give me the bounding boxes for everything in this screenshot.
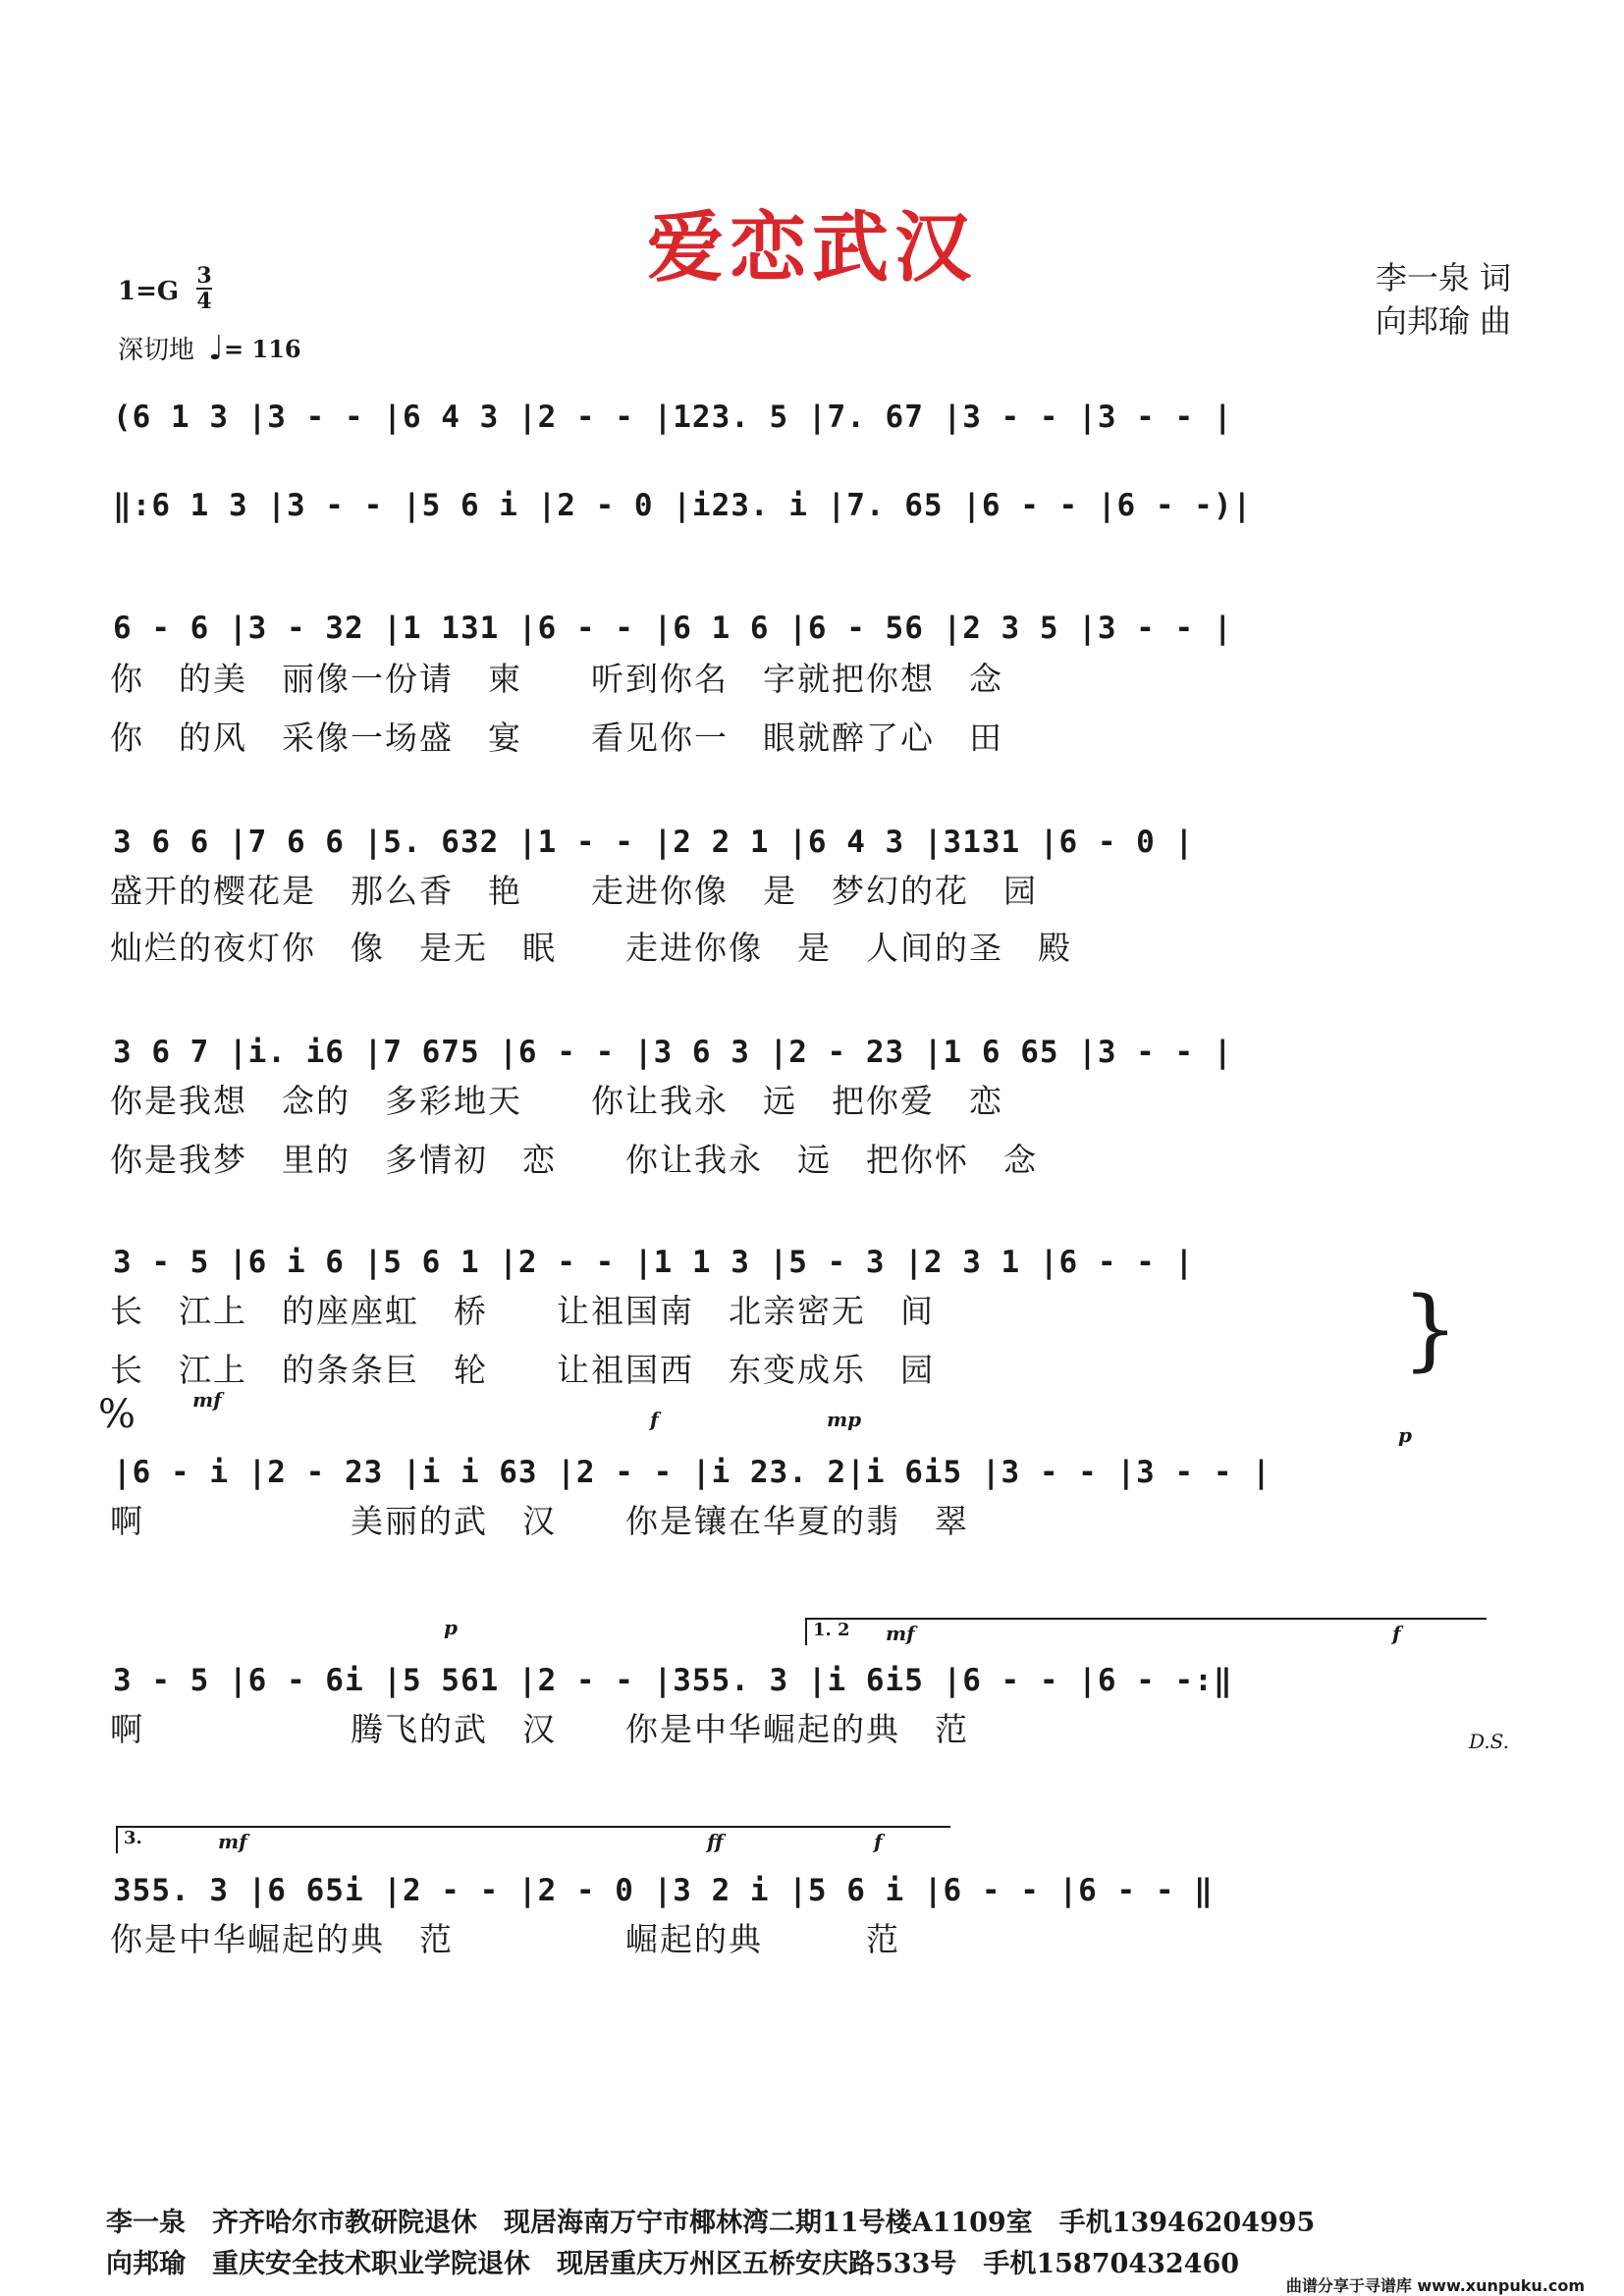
footer-line-lyricist: 李一泉 齐齐哈尔市教研院退休 现居海南万宁市椰林湾二期11号楼A1109室 手机13946204995 [106, 2208, 1316, 2238]
dynamic-f-2: f [1392, 1622, 1401, 1645]
dynamic-f-3: f [874, 1830, 883, 1853]
composer-credit: 向邦瑜 曲 [1375, 302, 1511, 340]
dynamic-mf-1: mf [192, 1388, 222, 1412]
lyric-line-4b: 灿烂的夜灯你 像 是无 眠 走进你像 是 人间的圣 殿 [110, 929, 1072, 967]
volta-label-1-2: 1. 2 [813, 1620, 850, 1640]
lyric-line-3a: 你 的美 丽像一份请 柬 听到你名 字就把你想 念 [110, 660, 1003, 698]
footer-line-composer: 向邦瑜 重庆安全技术职业学院退休 现居重庆万州区五桥安庆路533号 手机15870432460 [106, 2249, 1240, 2279]
lyric-line-9: 你是中华崛起的典 范 崛起的典 范 [110, 1920, 900, 1958]
dynamic-p-2: p [444, 1616, 458, 1639]
expression-mark: 深切地 [118, 336, 195, 365]
site-watermark: 曲谱分享于寻谱库 www.xunpuku.com [1285, 2276, 1585, 2295]
lyric-line-5b: 你是我梦 里的 多情初 恋 你让我永 远 把你怀 念 [110, 1141, 1038, 1179]
dynamic-mf-3: mf [218, 1830, 247, 1853]
quarter-note-icon: ♩ [208, 329, 225, 368]
dynamic-mf-2: mf [886, 1622, 915, 1645]
verse-brace: } [1402, 1278, 1459, 1381]
notation-line-5: 3 6 7 |i. i6 |7 675 |6 - - |3 6 3 |2 - 23 |1 6 65 |3 - - | [113, 1035, 1233, 1070]
time-signature [192, 265, 216, 312]
notation-line-3: 6 - 6 |3 - 32 |1 131 |6 - - |6 1 6 |6 - 56 |2 3 5 |3 - - | [113, 611, 1233, 646]
key-signature: 1=G [118, 277, 180, 306]
lyric-line-6a: 长 江上 的座座虹 桥 让祖国南 北亲密无 间 [110, 1292, 935, 1330]
lyric-line-3b: 你 的风 采像一场盛 宴 看见你一 眼就醉了心 田 [110, 719, 1003, 757]
time-signature-bottom: 4 [196, 289, 212, 314]
dynamic-mp: mp [827, 1408, 862, 1431]
dynamic-p-1: p [1398, 1423, 1412, 1447]
lyric-line-8: 啊 腾飞的武 汉 你是中华崛起的典 范 [110, 1710, 969, 1748]
segno-sign: % [98, 1392, 136, 1437]
notation-line-1: (6 1 3 |3 - - |6 4 3 |2 - - |123. 5 |7. 67 |3 - - |3 - - | [113, 400, 1233, 435]
tempo-mark [208, 329, 301, 368]
dynamic-f-1: f [650, 1408, 659, 1431]
page-title: 爱恋武汉 [646, 203, 977, 293]
lyric-line-7: 啊 美丽的武 汉 你是镶在华夏的翡 翠 [110, 1502, 969, 1540]
lyric-line-4a: 盛开的樱花是 那么香 艳 走进你像 是 梦幻的花 园 [110, 872, 1038, 910]
dal-segno-mark: D.S. [1469, 1730, 1510, 1753]
notation-line-2: ‖:6 1 3 |3 - - |5 6 i |2 - 0 |i23. i |7. 65 |6 - - |6 - -)| [113, 488, 1253, 523]
tempo-value: = 116 [224, 335, 301, 363]
volta-label-3: 3. [124, 1828, 142, 1848]
time-signature-top: 3 [196, 263, 212, 289]
notation-line-7: |6 - i |2 - 23 |i i 63 |2 - - |i 23. 2|i 6i5 |3 - - |3 - - | [113, 1455, 1272, 1490]
notation-line-8: 3 - 5 |6 - 6i |5 561 |2 - - |355. 3 |i 6i5 |6 - - |6 - -:‖ [113, 1663, 1233, 1698]
notation-line-6: 3 - 5 |6 i 6 |5 6 1 |2 - - |1 1 3 |5 - 3 |2 3 1 |6 - - | [113, 1245, 1195, 1280]
dynamic-ff: ff [707, 1830, 724, 1853]
lyric-line-5a: 你是我想 念的 多彩地天 你让我永 远 把你爱 恋 [110, 1082, 1003, 1120]
notation-line-4: 3 6 6 |7 6 6 |5. 632 |1 - - |2 2 1 |6 4 3 |3131 |6 - 0 | [113, 825, 1195, 860]
lyric-line-6b: 长 江上 的条条巨 轮 让祖国西 东变成乐 园 [110, 1351, 935, 1389]
lyricist-credit: 李一泉 词 [1375, 259, 1511, 296]
notation-line-9: 355. 3 |6 65i |2 - - |2 - 0 |3 2 i |5 6 i |6 - - |6 - - ‖ [113, 1873, 1214, 1908]
